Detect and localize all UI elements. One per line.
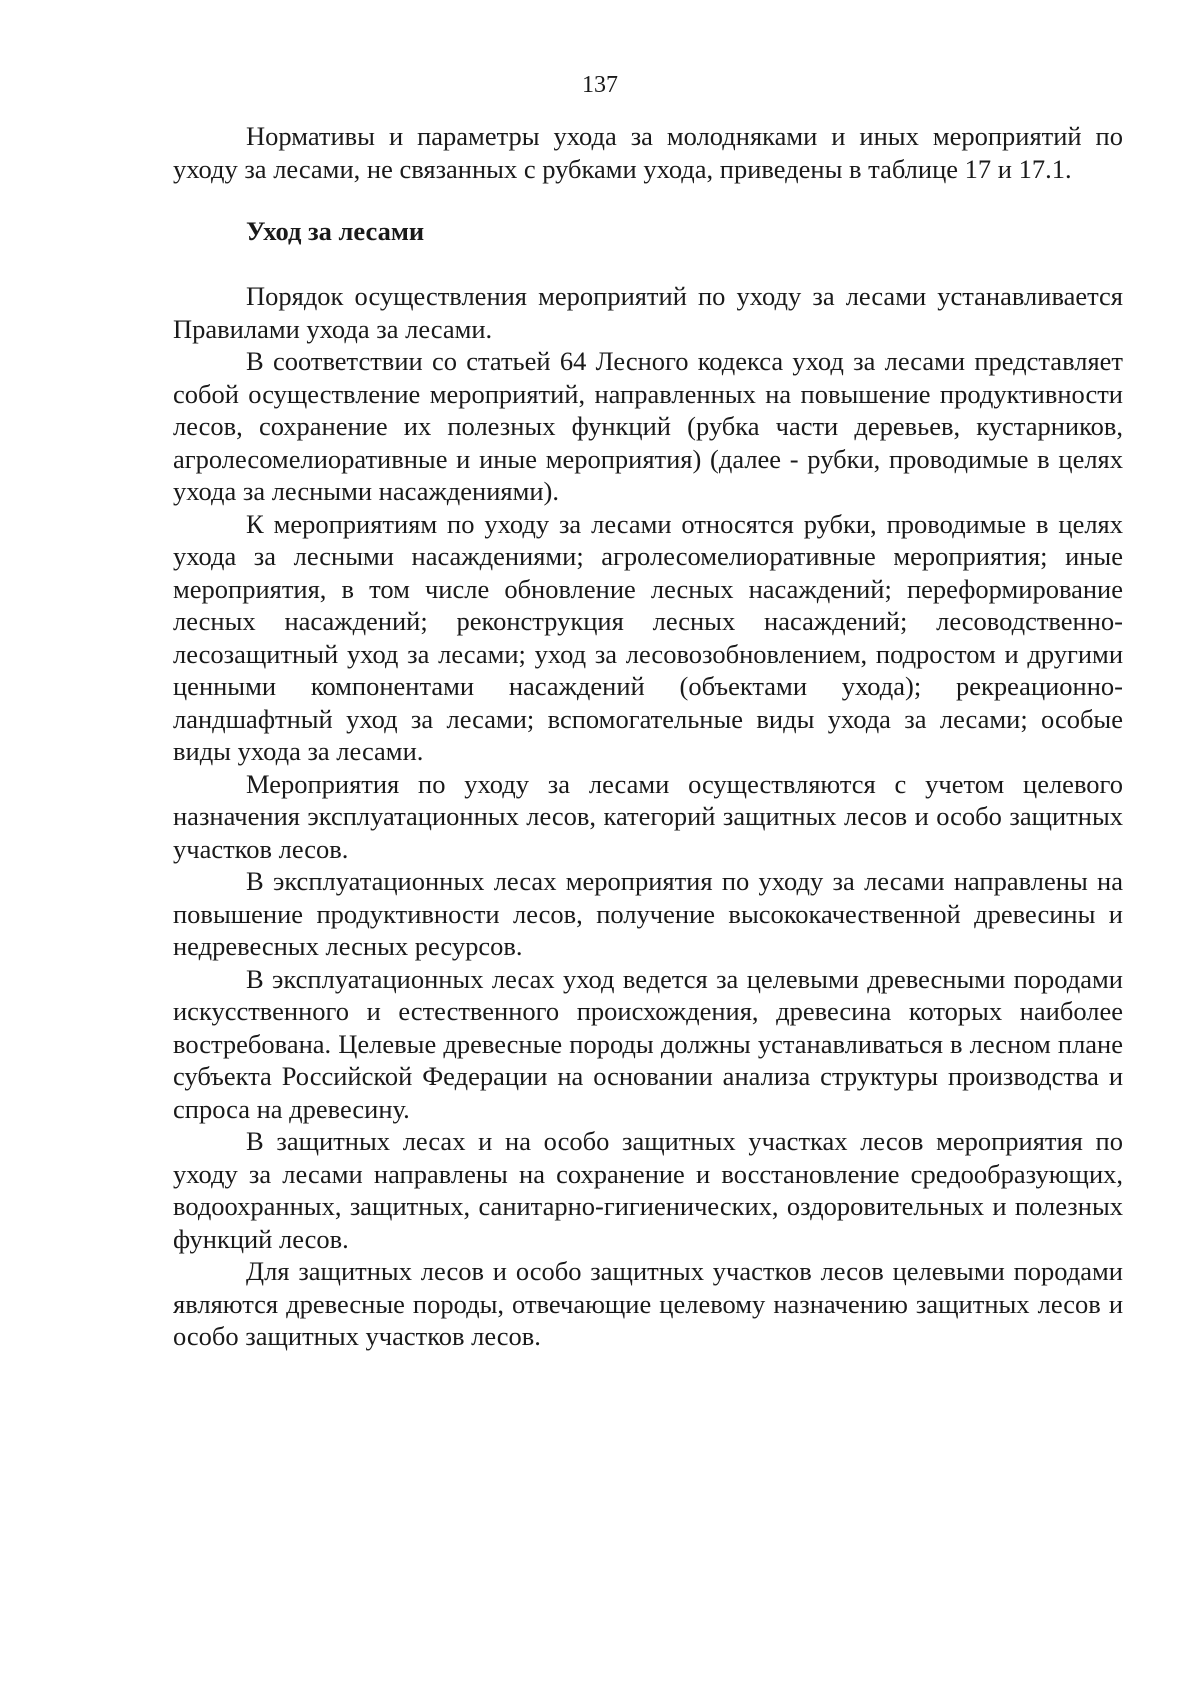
paragraph-2: В соответствии со статьей 64 Лесного кодекса уход за лесами представляет собой осуществление мероприятий, направленных на повышение продуктивности лесов, сохранение их полезных функций (рубка части деревьев, кустарников, агролесомелиоративные и иные мероприятия) (далее - рубки, проводимые в целях ухода за лесными насаждениями). bbox=[173, 346, 1123, 506]
intro-paragraph: Нормативы и параметры ухода за молодняками и иных мероприятий по уходу за лесами, не связанных с рубками ухода, приведены в таблице 17 и 17.1. bbox=[173, 121, 1123, 184]
paragraph-7: В защитных лесах и на особо защитных участках лесов мероприятия по уходу за лесами направлены на сохранение и восстановление средообразующих, водоохранных, защитных, санитарно-гигиенических, оздоровительных и полезных функций лесов. bbox=[173, 1126, 1123, 1254]
paragraph-5: В эксплуатационных лесах мероприятия по уходу за лесами направлены на повышение продуктивности лесов, получение высококачественной древесины и недревесных лесных ресурсов. bbox=[173, 866, 1123, 961]
section-heading-block bbox=[173, 215, 1123, 248]
section-heading: Уход за лесами bbox=[246, 216, 425, 246]
intro-block bbox=[173, 120, 1123, 185]
page-number: 137 bbox=[582, 72, 618, 98]
paragraph-4: Мероприятия по уходу за лесами осуществляются с учетом целевого назначения эксплуатационных лесов, категорий защитных лесов и особо защитных участков лесов. bbox=[173, 768, 1123, 864]
paragraph-6: В эксплуатационных лесах уход ведется за целевыми древесными породами искусственного и естественного происхождения, древесина которых наиболее востребована. Целевые древесные породы должны устанавливаться в лесном плане субъекта Российской Федерации на основании анализа структуры производства и спроса на древесину. bbox=[173, 963, 1123, 1124]
paragraph-8: Для защитных лесов и особо защитных участков лесов целевыми породами являются древесные породы, отвечающие целевому назначению защитных лесов и особо защитных участков лесов. bbox=[173, 1256, 1123, 1351]
paragraph-1: Порядок осуществления мероприятий по уходу за лесами устанавливается Правилами ухода за лесами. bbox=[173, 281, 1123, 344]
paragraph-3: К мероприятиям по уходу за лесами относятся рубки, проводимые в целях ухода за лесными насаждениями; агролесомелиоративные мероприятия; иные мероприятия, в том числе обновление лесных насаждений; переформирование лесных насаждений; реконструкция лесных насаждений; лесоводственно-лесозащитный уход за лесами; уход за лесовозобновлением, подростом и другими ценными компонентами насаждений (объектами ухода); рекреационно-ландшафтный уход за лесами; вспомогательные виды ухода за лесами; особые виды ухода за лесами. bbox=[173, 508, 1123, 766]
section-body bbox=[173, 280, 1123, 1353]
